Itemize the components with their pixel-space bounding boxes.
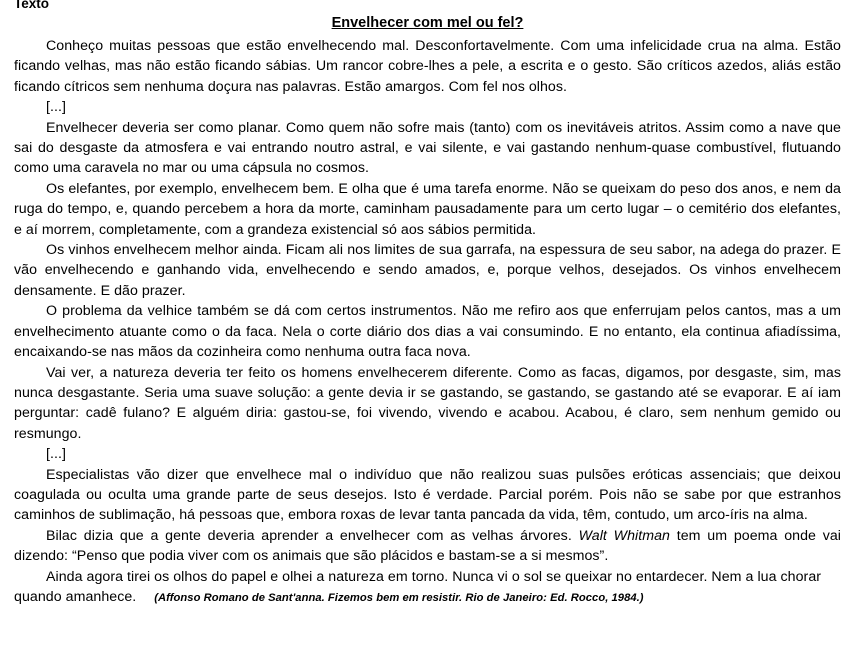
paragraph: Conheço muitas pessoas que estão envelhecendo mal. Desconfortavelmente. Com uma infelicidade crua na alma. Estão ficando velhas, mas não estão ficando sábias. Um rancor cobre-lhes a pele, a escrita e o gesto. São críticos azedos, aliás estão ficando cítricos sem nenhuma doçura nas palavras. Estão amargos. Com fel nos olhos. [14,38,841,95]
paragraph: O problema da velhice também se dá com certos instrumentos. Não me refiro aos que enferrujam pelos cantos, mas a um envelhecimento atuante como o da faca. Nela o corte diário dos dias a vai consumindo. E no entanto, ela continua afiadíssima, encaixando-se nas mãos da cozinheira como nenhuma outra faca nova. [14,303,841,361]
section-label: Texto [14,0,50,11]
bilac-text-before: Bilac dizia que a gente deveria aprender a envelhecer com as velhas árvores. [46,527,579,544]
bilac-text-after: tem um poema onde vai dizendo: “Penso que podia viver com os animais que são plácidos e bastam-se a si mesmos”. [14,527,841,565]
author-name: Walt Whitman [578,527,670,544]
ellipsis-marker: [...] [46,446,66,463]
text-body [14,36,841,608]
paragraph: Os elefantes, por exemplo, envelhecem bem. E olha que é uma tarefa enorme. Não se queixam do peso dos anos, e nem da ruga do tempo, e, quando percebem a hora da morte, caminham pausadamente para um certo lugar – o cemitério dos elefantes, e aí morrem, completamente, com a grandeza existencial só aos sábios permitida. [14,180,841,238]
paragraph-bilac [14,526,841,567]
closing-text: Ainda agora tirei os olhos do papel e olhei a natureza em torno. Nunca vi o sol se queixar no entardecer. Nem a lua chorar quando amanhece. [14,568,822,605]
paragraph: Vai ver, a natureza deveria ter feito os homens envelhecerem diferente. Como as facas, digamos, por desgaste, sim, mas nunca desgastante. Seria uma suave solução: a gente devia ir se gastando, se gastando, se gastando até se evaporar. E aí iam perguntar: cadê fulano? E alguém diria: gastou-se, foi vivendo, vivendo e acabou. Acabou, é claro, sem nenhum gemido ou resmungo. [14,364,841,442]
ellipsis-marker: [...] [46,99,66,116]
citation: (Affonso Romano de Sant'anna. Fizemos bem em resistir. Rio de Janeiro: Ed. Rocco, 1984.) [154,591,644,604]
text-title: Envelhecer com mel ou fel? [331,15,524,31]
document-page [14,0,841,608]
paragraph: Envelhecer deveria ser como planar. Como quem não sofre mais (tanto) com os inevitáveis atritos. Assim como a nave que sai do desgaste da atmosfera e vai entrando noutro astral, e vai silente, e vai gastando nenhum-quase combustível, flutuando como uma caravela no mar ou uma cápsula no cosmos. [14,119,841,177]
paragraph-closing [14,567,841,609]
paragraph: Especialistas vão dizer que envelhece mal o indivíduo que não realizou suas pulsões eróticas assenciais; que deixou coagulada ou oculta uma grande parte de seus desejos. Isto é verdade. Parcial porém. Pois não se sabe por que estranhos caminhos de sublimação, há pessoas que, embora roxas de levar tanta pancada da vida, têm, contudo, um arco-íris na alma. [14,466,841,524]
paragraph: Os vinhos envelhecem melhor ainda. Ficam ali nos limites de sua garrafa, na espessura de seu sabor, na adega do prazer. E vão envelhecendo e ganhando vida, envelhecendo e sendo amados, e, porque velhos, desejados. Os vinhos envelhecem densamente. E dão prazer. [14,242,841,299]
